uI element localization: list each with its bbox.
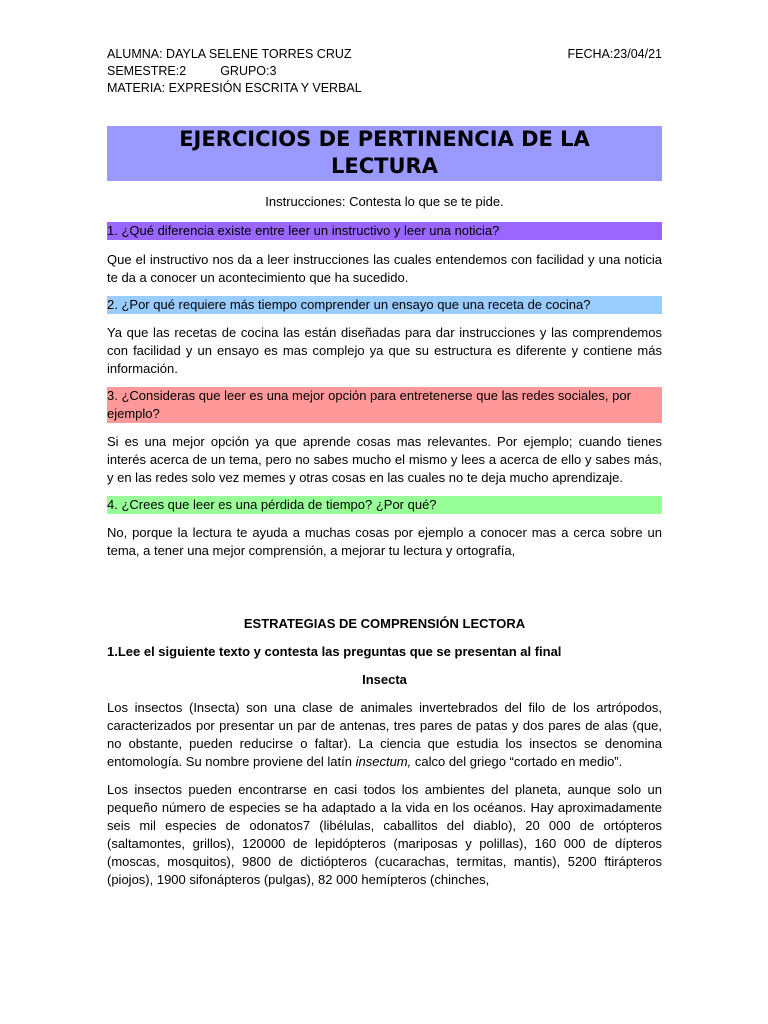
instructions: Instrucciones: Contesta lo que se te pide. [265, 194, 504, 209]
group-label: GRUPO:3 [220, 64, 277, 78]
document-header [107, 46, 662, 97]
paragraph-1-part-b: calco del griego “cortado en medio”. [411, 754, 623, 769]
student-name: ALUMNA: DAYLA SELENE TORRES CRUZ [107, 47, 352, 61]
answer-4: No, porque la lectura te ayuda a muchas cosas por ejemplo a conocer mas a cerca sobre un tema, a tener una mejor comprensión, a mejorar tu lectura y ortografía, [107, 525, 662, 558]
question-1: 1. ¿Qué diferencia existe entre leer un instructivo y leer una noticia? [107, 222, 662, 240]
title-line-2: LECTURA [331, 154, 438, 178]
semester-group-row [107, 63, 662, 80]
paragraph-1 [107, 699, 662, 771]
question-3: 3. ¿Consideras que leer es una mejor opción para entretenerse que las redes sociales, por ejemplo? [107, 387, 662, 423]
document-body [107, 193, 662, 889]
semester-label: SEMESTRE:2 [107, 64, 187, 78]
page-title [107, 126, 662, 181]
answer-1: Que el instructivo nos da a leer instrucciones las cuales entendemos con facilidad y una noticia te da a conocer un acontecimiento que ha sucedido. [107, 252, 662, 285]
paragraph-2: Los insectos pueden encontrarse en casi todos los ambientes del planeta, aunque solo un pequeño número de especies se ha adaptado a la vida en los océanos. Hay aproximadamente seis mil especies de odonatos7 (libélulas, caballitos del diablo), 20 000 de ortópteros (saltamontes, grillos), 120000 de lepidópteros (mariposas y polillas), 160 000 de dípteros (moscas, mosquitos), 9800 de dictiópteros (cucarachas, termitas, mantis), 5200 ftirápteros (piojos), 1900 sifonápteros (pulgas), 82 000 hemípteros (chinches, [107, 782, 662, 887]
section-heading: ESTRATEGIAS DE COMPRENSIÓN LECTORA [243, 616, 526, 631]
paragraph-1-italic: insectum, [355, 754, 412, 769]
title-line-1: EJERCICIOS DE PERTINENCIA DE LA [179, 127, 590, 151]
date-label: FECHA:23/04/21 [567, 47, 662, 61]
task-instruction: 1.Lee el siguiente texto y contesta las preguntas que se presentan al final [107, 644, 562, 659]
answer-2: Ya que las recetas de cocina las están diseñadas para dar instrucciones y las comprendemos con facilidad y un ensayo es mas complejo ya que su estructura es diferente y contiene más información. [107, 325, 662, 376]
paragraph-1-part-a: Los insectos (Insecta) son una clase de animales invertebrados del filo de los artrópodos, caracterizados por presentar un par de antenas, tres pares de patas y dos pares de alas (que, no obstante, pueden reducirse o faltar). La ciencia que estudia los insectos se denomina entomología. Su nombre proviene del latín [107, 700, 662, 769]
subject-label: MATERIA: EXPRESIÓN ESCRITA Y VERBAL [107, 81, 362, 95]
text-title: Insecta [362, 672, 407, 687]
question-2: 2. ¿Por qué requiere más tiempo comprender un ensayo que una receta de cocina? [107, 296, 662, 314]
question-4: 4. ¿Crees que leer es una pérdida de tiempo? ¿Por qué? [107, 496, 662, 514]
answer-3: Si es una mejor opción ya que aprende cosas mas relevantes. Por ejemplo; cuando tienes interés acerca de un tema, pero no sabes mucho el mismo y lees a acerca de ello y sabes más, y en las redes solo vez memes y otras cosas en las cuales no te deja mucho aprendizaje. [107, 434, 662, 485]
